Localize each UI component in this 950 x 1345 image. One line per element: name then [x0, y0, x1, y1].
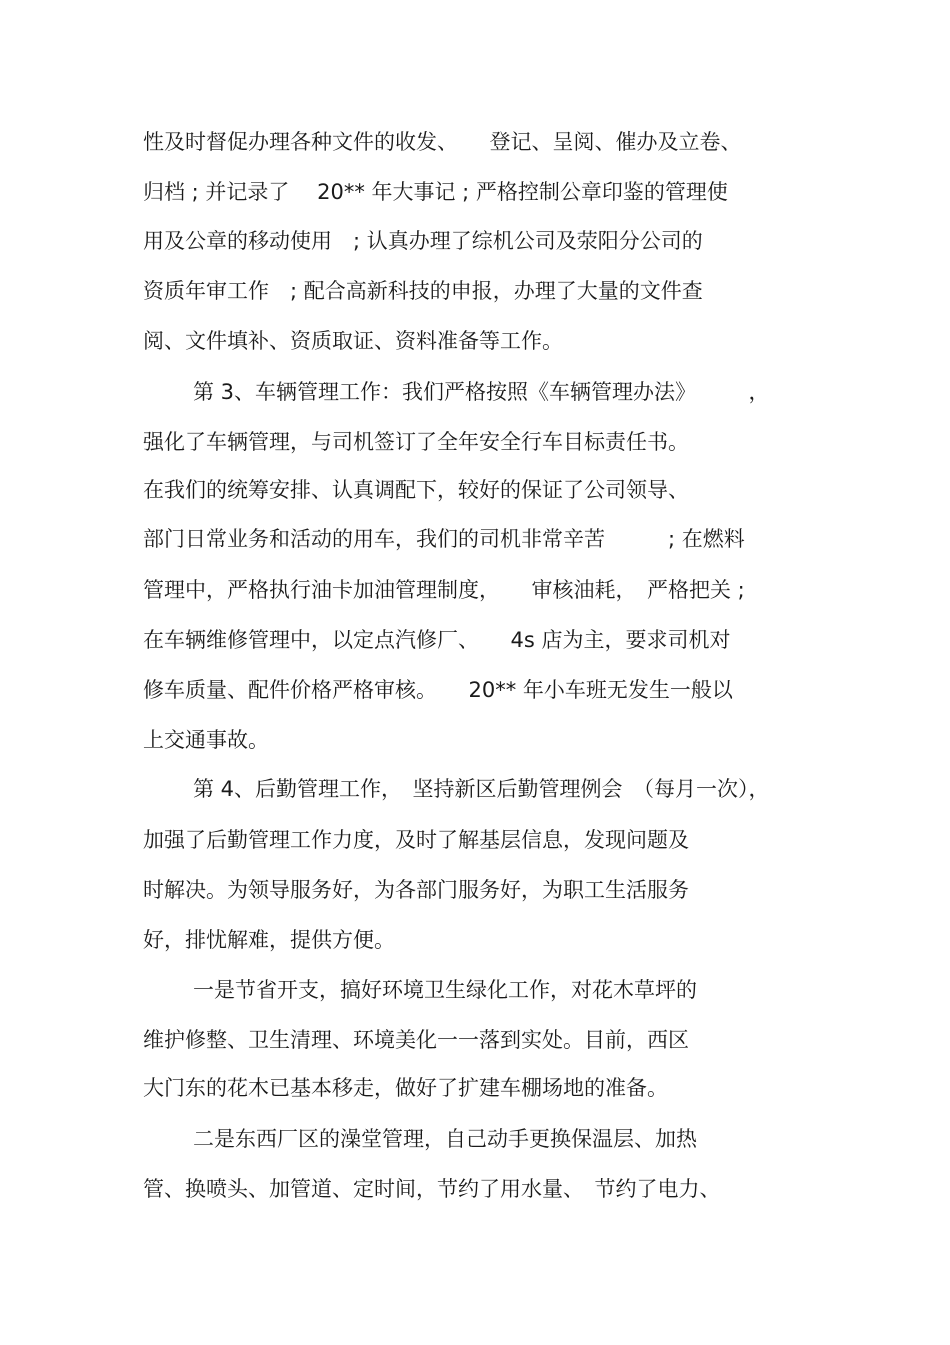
text-line: 时解决。为领导服务好，为各部门服务好，为职工生活服务: [143, 878, 689, 902]
paragraph-first-line: 一是节省开支，搞好环境卫生绿化工作，对花木草坪的: [193, 978, 697, 1002]
text-line: 在车辆维修管理中，以定点汽修厂、 4s 店为主，要求司机对: [143, 628, 731, 652]
text-line: 在我们的统筹安排、认真调配下，较好的保证了公司领导、: [143, 478, 689, 502]
text-line: 部门日常业务和活动的用车，我们的司机非常辛苦 ; 在燃料: [143, 527, 745, 551]
text-line: 用及公章的移动使用 ; 认真办理了综机公司及荥阳分公司的: [143, 229, 703, 253]
text-line: 强化了车辆管理，与司机签订了全年安全行车目标责任书。: [143, 430, 689, 454]
text-line: 上交通事故。: [143, 728, 269, 752]
text-line: 修车质量、配件价格严格审核。 20** 年小车班无发生一般以: [143, 678, 733, 702]
text-line: 大门东的花木已基本移走，做好了扩建车棚场地的准备。: [143, 1076, 668, 1100]
text-line: 资质年审工作 ; 配合高新科技的申报，办理了大量的文件查: [143, 279, 703, 303]
paragraph-first-line: 二是东西厂区的澡堂管理，自己动手更换保温层、加热: [193, 1127, 697, 1151]
text-line: 加强了后勤管理工作力度，及时了解基层信息，发现问题及: [143, 828, 689, 852]
text-line: 好，排忧解难，提供方便。: [143, 928, 395, 952]
text-line: 阅、文件填补、资质取证、资料准备等工作。: [143, 329, 563, 353]
text-line: 管、换喷头、加管道、定时间，节约了用水量、 节约了电力、: [143, 1177, 721, 1201]
text-line: 性及时督促办理各种文件的收发、 登记、呈阅、催办及立卷、: [143, 130, 742, 154]
paragraph-first-line: 第 4、后勤管理工作， 坚持新区后勤管理例会 （每月一次），: [193, 777, 770, 801]
text-line: 维护修整、卫生清理、环境美化一一落到实处。目前，西区: [143, 1028, 689, 1052]
paragraph-first-line: 第 3、车辆管理工作：我们严格按照《车辆管理办法》 ，: [193, 380, 770, 404]
text-line: 管理中，严格执行油卡加油管理制度， 审核油耗， 严格把关 ;: [143, 578, 745, 602]
text-line: 归档 ; 并记录了 20** 年大事记 ; 严格控制公章印鉴的管理使: [143, 180, 728, 204]
